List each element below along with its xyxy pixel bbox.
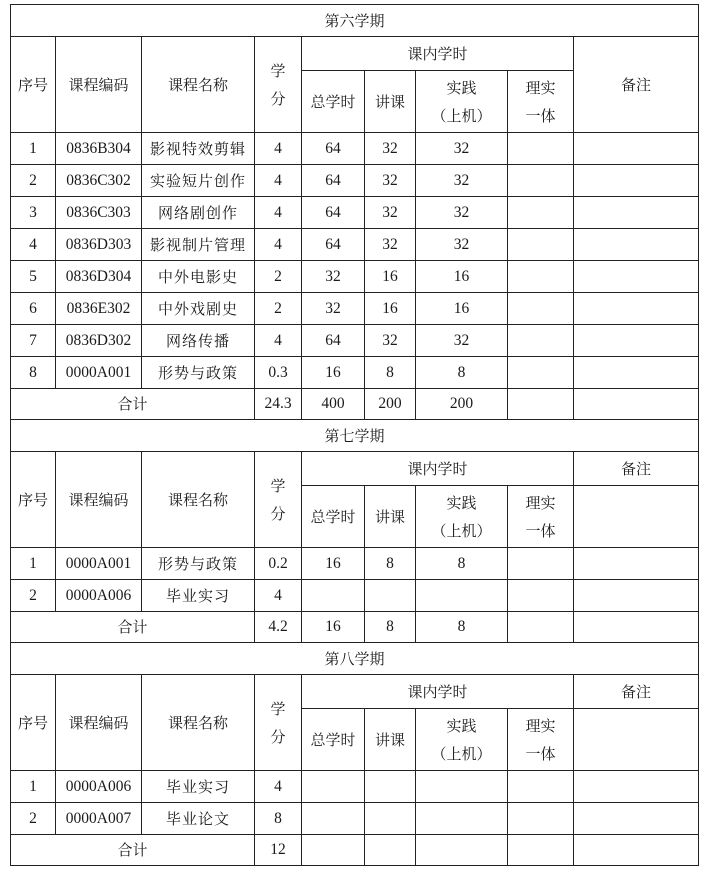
cell-credit: 2 <box>255 261 302 293</box>
header-notes: 备注 <box>574 675 699 709</box>
header-lecture: 讲课 <box>365 71 416 133</box>
subtotal-row <box>11 835 699 866</box>
semester-title: 第七学期 <box>11 420 699 452</box>
cell-total-hours <box>302 771 365 803</box>
cell-total-hours: 64 <box>302 165 365 197</box>
cell-total-hours: 16 <box>302 357 365 389</box>
cell-seq: 4 <box>11 229 56 261</box>
table-body <box>11 5 699 866</box>
header-integrated <box>508 71 574 133</box>
cell-integrated <box>508 165 574 197</box>
subtotal-practice <box>416 835 508 866</box>
cell-course-name: 毕业实习 <box>142 771 255 803</box>
header-practice-line2: （上机） <box>431 106 492 125</box>
cell-code: 0000A007 <box>56 803 142 835</box>
cell-course-name: 毕业论文 <box>142 803 255 835</box>
semester-title-row <box>11 5 699 37</box>
subtotal-lecture: 8 <box>365 612 416 643</box>
header-credit <box>255 37 302 133</box>
table-row <box>11 580 699 612</box>
header-practice-line1: 实践 <box>446 716 477 735</box>
cell-lecture: 32 <box>365 197 416 229</box>
cell-credit: 4 <box>255 325 302 357</box>
header-integrated-line1: 理实 <box>525 716 556 735</box>
header-inclass-hours: 课内学时 <box>302 452 574 486</box>
cell-code: 0836D304 <box>56 261 142 293</box>
header-inclass-hours: 课内学时 <box>302 675 574 709</box>
cell-integrated <box>508 293 574 325</box>
cell-notes <box>574 548 699 580</box>
notes-cell <box>574 486 699 548</box>
cell-code: 0000A006 <box>56 580 142 612</box>
header-integrated <box>508 486 574 548</box>
semester-title: 第八学期 <box>11 643 699 675</box>
cell-lecture: 16 <box>365 261 416 293</box>
cell-notes <box>574 229 699 261</box>
cell-practice: 32 <box>416 133 508 165</box>
cell-credit: 4 <box>255 133 302 165</box>
cell-total-hours <box>302 580 365 612</box>
table-row <box>11 771 699 803</box>
header-name: 课程名称 <box>142 675 255 771</box>
cell-integrated <box>508 229 574 261</box>
header-code: 课程编码 <box>56 37 142 133</box>
header-integrated <box>508 709 574 771</box>
cell-course-name: 形势与政策 <box>142 357 255 389</box>
cell-code: 0000A006 <box>56 771 142 803</box>
cell-credit: 4 <box>255 165 302 197</box>
table-row <box>11 803 699 835</box>
table-row <box>11 133 699 165</box>
header-seq: 序号 <box>11 452 56 548</box>
header-credit-char: 分 <box>270 89 286 108</box>
table-row <box>11 229 699 261</box>
header-practice-line2: （上机） <box>431 521 492 540</box>
cell-credit: 8 <box>255 803 302 835</box>
cell-seq: 8 <box>11 357 56 389</box>
cell-credit: 4 <box>255 197 302 229</box>
cell-code: 0836D302 <box>56 325 142 357</box>
cell-seq: 1 <box>11 771 56 803</box>
subtotal-credit: 24.3 <box>255 389 302 420</box>
cell-lecture: 8 <box>365 357 416 389</box>
semester-title-row <box>11 643 699 675</box>
cell-lecture: 32 <box>365 165 416 197</box>
cell-integrated <box>508 261 574 293</box>
cell-credit: 0.3 <box>255 357 302 389</box>
subtotal-label: 合计 <box>11 389 255 420</box>
cell-credit: 0.2 <box>255 548 302 580</box>
cell-notes <box>574 580 699 612</box>
cell-integrated <box>508 771 574 803</box>
header-practice <box>416 486 508 548</box>
subtotal-integrated <box>508 612 574 643</box>
header-name: 课程名称 <box>142 452 255 548</box>
cell-practice: 8 <box>416 357 508 389</box>
cell-integrated <box>508 357 574 389</box>
cell-notes <box>574 133 699 165</box>
cell-code: 0836C302 <box>56 165 142 197</box>
subtotal-total-hours <box>302 835 365 866</box>
header-practice <box>416 709 508 771</box>
cell-course-name: 影视特效剪辑 <box>142 133 255 165</box>
header-practice <box>416 71 508 133</box>
header-row <box>11 452 699 486</box>
header-seq: 序号 <box>11 37 56 133</box>
header-lecture: 讲课 <box>365 486 416 548</box>
header-practice-line2: （上机） <box>431 744 492 763</box>
cell-course-name: 网络传播 <box>142 325 255 357</box>
cell-total-hours: 32 <box>302 293 365 325</box>
cell-practice: 32 <box>416 197 508 229</box>
cell-practice <box>416 771 508 803</box>
cell-lecture: 32 <box>365 133 416 165</box>
table-row <box>11 325 699 357</box>
cell-total-hours <box>302 803 365 835</box>
cell-practice: 16 <box>416 261 508 293</box>
cell-lecture <box>365 771 416 803</box>
cell-code: 0000A001 <box>56 548 142 580</box>
subtotal-label: 合计 <box>11 612 255 643</box>
header-credit-char: 学 <box>270 61 286 80</box>
header-inclass-hours: 课内学时 <box>302 37 574 71</box>
subtotal-practice: 8 <box>416 612 508 643</box>
cell-course-name: 毕业实习 <box>142 580 255 612</box>
cell-total-hours: 32 <box>302 261 365 293</box>
cell-practice <box>416 580 508 612</box>
cell-course-name: 中外戏剧史 <box>142 293 255 325</box>
cell-notes <box>574 261 699 293</box>
cell-credit: 4 <box>255 229 302 261</box>
cell-total-hours: 64 <box>302 133 365 165</box>
header-name: 课程名称 <box>142 37 255 133</box>
header-total-hours: 总学时 <box>302 486 365 548</box>
header-integrated-line2: 一体 <box>525 521 556 540</box>
subtotal-row <box>11 612 699 643</box>
subtotal-label: 合计 <box>11 835 255 866</box>
header-credit-char: 学 <box>270 699 286 718</box>
header-code: 课程编码 <box>56 452 142 548</box>
cell-lecture: 8 <box>365 548 416 580</box>
header-notes: 备注 <box>574 37 699 133</box>
course-schedule-table <box>10 4 699 866</box>
cell-course-name: 影视制片管理 <box>142 229 255 261</box>
header-row <box>11 37 699 71</box>
header-total-hours: 总学时 <box>302 71 365 133</box>
header-row <box>11 675 699 709</box>
table-row <box>11 293 699 325</box>
subtotal-notes <box>574 612 699 643</box>
header-integrated-line2: 一体 <box>525 744 556 763</box>
cell-integrated <box>508 325 574 357</box>
cell-seq: 1 <box>11 548 56 580</box>
header-credit-char: 分 <box>270 504 286 523</box>
cell-notes <box>574 293 699 325</box>
cell-course-name: 实验短片创作 <box>142 165 255 197</box>
header-total-hours: 总学时 <box>302 709 365 771</box>
table-row <box>11 548 699 580</box>
table-row <box>11 165 699 197</box>
cell-practice: 32 <box>416 229 508 261</box>
cell-integrated <box>508 803 574 835</box>
table-row <box>11 197 699 229</box>
cell-seq: 5 <box>11 261 56 293</box>
cell-lecture: 32 <box>365 229 416 261</box>
cell-integrated <box>508 580 574 612</box>
cell-seq: 7 <box>11 325 56 357</box>
header-credit <box>255 675 302 771</box>
cell-credit: 4 <box>255 771 302 803</box>
subtotal-total-hours: 400 <box>302 389 365 420</box>
header-integrated-line1: 理实 <box>525 493 556 512</box>
cell-credit: 4 <box>255 580 302 612</box>
header-integrated-line2: 一体 <box>525 106 556 125</box>
table-row <box>11 261 699 293</box>
cell-lecture <box>365 580 416 612</box>
subtotal-credit: 4.2 <box>255 612 302 643</box>
cell-credit: 2 <box>255 293 302 325</box>
header-code: 课程编码 <box>56 675 142 771</box>
cell-course-name: 网络剧创作 <box>142 197 255 229</box>
subtotal-notes <box>574 389 699 420</box>
header-credit-char: 学 <box>270 476 286 495</box>
cell-course-name: 中外电影史 <box>142 261 255 293</box>
cell-integrated <box>508 197 574 229</box>
cell-practice: 16 <box>416 293 508 325</box>
cell-notes <box>574 165 699 197</box>
cell-total-hours: 16 <box>302 548 365 580</box>
cell-seq: 2 <box>11 580 56 612</box>
subtotal-total-hours: 16 <box>302 612 365 643</box>
header-notes: 备注 <box>574 452 699 486</box>
cell-code: 0000A001 <box>56 357 142 389</box>
cell-seq: 6 <box>11 293 56 325</box>
cell-notes <box>574 771 699 803</box>
notes-cell <box>574 709 699 771</box>
cell-integrated <box>508 548 574 580</box>
cell-seq: 2 <box>11 803 56 835</box>
cell-seq: 1 <box>11 133 56 165</box>
cell-lecture <box>365 803 416 835</box>
semester-title-row <box>11 420 699 452</box>
subtotal-lecture: 200 <box>365 389 416 420</box>
subtotal-notes <box>574 835 699 866</box>
cell-course-name: 形势与政策 <box>142 548 255 580</box>
cell-code: 0836E302 <box>56 293 142 325</box>
cell-seq: 3 <box>11 197 56 229</box>
subtotal-lecture <box>365 835 416 866</box>
subtotal-practice: 200 <box>416 389 508 420</box>
header-integrated-line1: 理实 <box>525 78 556 97</box>
subtotal-credit: 12 <box>255 835 302 866</box>
cell-notes <box>574 803 699 835</box>
cell-notes <box>574 357 699 389</box>
cell-seq: 2 <box>11 165 56 197</box>
cell-practice: 8 <box>416 548 508 580</box>
cell-code: 0836D303 <box>56 229 142 261</box>
table-row <box>11 357 699 389</box>
cell-total-hours: 64 <box>302 229 365 261</box>
cell-practice: 32 <box>416 165 508 197</box>
cell-code: 0836C303 <box>56 197 142 229</box>
header-practice-line1: 实践 <box>446 493 477 512</box>
header-practice-line1: 实践 <box>446 78 477 97</box>
cell-code: 0836B304 <box>56 133 142 165</box>
subtotal-row <box>11 389 699 420</box>
header-lecture: 讲课 <box>365 709 416 771</box>
header-seq: 序号 <box>11 675 56 771</box>
subtotal-integrated <box>508 389 574 420</box>
semester-title: 第六学期 <box>11 5 699 37</box>
cell-lecture: 16 <box>365 293 416 325</box>
cell-integrated <box>508 133 574 165</box>
cell-total-hours: 64 <box>302 325 365 357</box>
subtotal-integrated <box>508 835 574 866</box>
cell-practice <box>416 803 508 835</box>
header-credit <box>255 452 302 548</box>
cell-practice: 32 <box>416 325 508 357</box>
cell-notes <box>574 325 699 357</box>
cell-lecture: 32 <box>365 325 416 357</box>
header-credit-char: 分 <box>270 727 286 746</box>
cell-notes <box>574 197 699 229</box>
cell-total-hours: 64 <box>302 197 365 229</box>
